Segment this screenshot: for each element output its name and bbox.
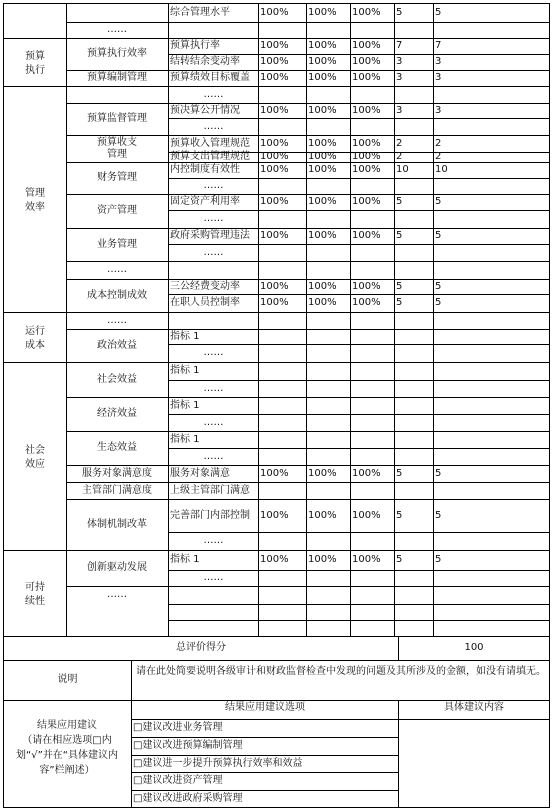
value-score: 5: [396, 467, 403, 479]
level3-indicator: 指标 1: [170, 330, 200, 342]
value-score: 10: [396, 164, 409, 175]
value-score: 2: [396, 151, 403, 162]
value-score: 5: [396, 297, 403, 308]
level3-indicator: 预算支出管理规范: [170, 151, 250, 162]
row-divider: [168, 604, 550, 605]
value-percent: 100%: [308, 6, 337, 18]
group-divider: [3, 312, 550, 313]
level3-indicator: 结转结余变动率: [170, 56, 240, 67]
value-score: 3: [435, 56, 442, 67]
level2-indicator: ……: [107, 314, 127, 326]
level3-indicator: 三公经费变动率: [170, 280, 240, 292]
level3-indicator: ……: [203, 120, 224, 132]
level2-indicator: 预算编制管理: [87, 72, 147, 83]
value-percent: 100%: [260, 196, 289, 207]
row-divider: [168, 344, 550, 345]
options-header: 结果应用建议选项: [225, 702, 305, 713]
value-score: 5: [435, 280, 442, 292]
suggest-option: □建议进一步提升预算执行效率和效益: [133, 758, 303, 769]
value-percent: 100%: [260, 72, 289, 83]
table-border-top: [3, 3, 550, 4]
col-divider: [306, 3, 307, 636]
suggest-option: □建议改进预算编制管理: [133, 740, 243, 751]
note-label: 说明: [57, 674, 78, 685]
col-divider: [258, 3, 259, 636]
value-percent: 100%: [352, 104, 381, 116]
value-percent: 100%: [352, 137, 381, 149]
group-divider: [3, 362, 550, 363]
row-divider: [66, 431, 550, 432]
value-percent: 100%: [352, 280, 381, 292]
value-score: 2: [435, 151, 442, 162]
row-divider: [168, 414, 550, 415]
value-percent: 100%: [260, 509, 289, 521]
table-border-bottom: [3, 807, 550, 808]
value-percent: 100%: [260, 467, 289, 479]
level3-indicator: 指标 1: [170, 433, 200, 445]
value-percent: 100%: [308, 196, 337, 207]
value-percent: 100%: [308, 509, 337, 521]
value-percent: 100%: [308, 104, 337, 116]
row-divider: [66, 482, 550, 483]
value-score: 5: [396, 230, 403, 241]
value-percent: 100%: [260, 104, 289, 116]
level3-indicator: ……: [203, 347, 224, 358]
level3-indicator: 综合管理水平: [170, 6, 230, 18]
row-divider: [66, 397, 550, 398]
level3-indicator: 预算收入管理规范: [170, 137, 250, 149]
value-percent: 100%: [260, 40, 289, 51]
value-percent: 100%: [260, 230, 289, 241]
level3-indicator: 内控制度有效性: [170, 164, 240, 175]
value-percent: 100%: [308, 56, 337, 67]
row-divider: [66, 499, 550, 500]
level3-indicator: 预决算公开情况: [170, 104, 240, 116]
level3-indicator: 固定资产利用率: [170, 196, 240, 207]
value-score: 5: [435, 6, 442, 18]
level2-indicator: 成本控制成效: [87, 289, 147, 301]
value-percent: 100%: [308, 164, 337, 175]
level2-indicator: 预算执行效率: [87, 48, 147, 59]
level2-indicator: 体制机制改革: [87, 518, 147, 530]
value-percent: 100%: [308, 297, 337, 308]
level3-indicator: ……: [203, 88, 224, 100]
row-divider: [168, 178, 550, 179]
level3-indicator: 预算绩效目标覆盖: [170, 72, 250, 83]
value-percent: 100%: [352, 297, 381, 308]
value-percent: 100%: [308, 72, 337, 83]
level2-indicator: 服务对象满意度: [82, 467, 152, 479]
level2-indicator: 资产管理: [97, 205, 137, 216]
value-score: 10: [435, 164, 448, 175]
value-percent: 100%: [352, 467, 381, 479]
value-percent: 100%: [260, 280, 289, 292]
value-percent: 100%: [352, 56, 381, 67]
level3-indicator: ……: [203, 246, 224, 258]
row-divider: [66, 586, 550, 587]
level3-indicator: ……: [203, 213, 224, 224]
value-score: 7: [396, 40, 403, 51]
table-border-left: [3, 3, 4, 808]
level3-indicator: 预算执行率: [170, 40, 220, 51]
row-divider: [168, 620, 550, 621]
value-percent: 100%: [260, 56, 289, 67]
row-divider: [66, 228, 550, 229]
value-score: 3: [396, 72, 403, 83]
col-divider: [168, 3, 169, 636]
value-score: 5: [435, 196, 442, 207]
option-divider: [131, 790, 398, 791]
value-score: 5: [396, 280, 403, 292]
row-divider: [168, 210, 550, 211]
level2-indicator: 预算监督管理: [87, 113, 147, 124]
col-divider: [394, 3, 395, 636]
level3-indicator: ……: [203, 450, 224, 462]
option-divider: [131, 737, 398, 738]
level3-indicator: 政府采购管理违法: [170, 230, 250, 241]
value-percent: 100%: [308, 467, 337, 479]
value-percent: 100%: [260, 6, 289, 18]
level2-indicator: 创新驱动发展: [87, 562, 147, 573]
total-score-value: 100: [464, 642, 484, 653]
value-percent: 100%: [260, 151, 289, 162]
value-score: 5: [396, 509, 403, 521]
level2-indicator: 政治效益: [97, 339, 137, 351]
value-score: 5: [396, 6, 403, 18]
row-divider: [66, 465, 550, 466]
value-percent: 100%: [352, 230, 381, 241]
group-divider: [3, 636, 550, 637]
level3-indicator: 上级主管部门满意: [170, 484, 250, 496]
level3-indicator: 完善部门内部控制: [170, 509, 250, 521]
dimension-label: 社会 效应: [25, 445, 45, 470]
group-divider: [3, 38, 550, 39]
dimension-label: 可持 续性: [25, 582, 45, 607]
level2-indicator: 财务管理: [97, 172, 137, 183]
value-score: 3: [435, 104, 442, 116]
value-percent: 100%: [260, 164, 289, 175]
value-score: 3: [396, 104, 403, 116]
level3-indicator: ……: [203, 572, 224, 583]
level3-indicator: 指标 1: [170, 365, 200, 376]
value-percent: 100%: [352, 164, 381, 175]
value-score: 2: [435, 137, 442, 149]
level3-indicator: 服务对象满意: [170, 467, 230, 479]
row-divider: [66, 22, 550, 23]
suggest-label: 结果应用建议 （请在相应选项□内划“√”并在“具体建议内容”栏阐述）: [16, 720, 118, 776]
value-score: 5: [435, 467, 442, 479]
row-divider: [66, 194, 550, 195]
level2-indicator: ……: [107, 24, 127, 35]
level2-indicator: 主管部门满意度: [82, 484, 152, 496]
group-divider: [3, 550, 550, 551]
detail-header: 具体建议内容: [444, 702, 504, 713]
group-divider: [3, 86, 550, 87]
col-divider: [433, 3, 434, 636]
detail-divider: [398, 700, 399, 808]
value-percent: 100%: [308, 280, 337, 292]
suggest-option: □建议改进业务管理: [133, 722, 223, 733]
value-percent: 100%: [352, 40, 381, 51]
row-divider: [168, 448, 550, 449]
level3-indicator: 指标 1: [170, 399, 200, 411]
value-percent: 100%: [308, 554, 337, 565]
level3-indicator: ……: [203, 416, 224, 428]
dimension-label: 运行 成本: [25, 326, 45, 351]
value-percent: 100%: [352, 554, 381, 565]
level3-indicator: ……: [203, 180, 224, 191]
value-percent: 100%: [352, 6, 381, 18]
row-divider: [168, 118, 550, 119]
value-percent: 100%: [352, 151, 381, 162]
value-percent: 100%: [352, 509, 381, 521]
value-percent: 100%: [260, 137, 289, 149]
value-percent: 100%: [260, 554, 289, 565]
suggest-option: □建议改进资产管理: [133, 775, 223, 786]
dimension-label: 预算 执行: [25, 51, 45, 76]
value-percent: 100%: [352, 72, 381, 83]
summary-divider: [3, 700, 550, 701]
value-score: 2: [396, 137, 403, 149]
row-divider: [66, 70, 550, 71]
table-border-right: [549, 3, 550, 808]
level2-indicator: 业务管理: [97, 238, 137, 250]
level2-indicator: ……: [107, 589, 127, 600]
option-divider: [131, 772, 398, 773]
value-score: 5: [435, 297, 442, 308]
row-divider: [66, 261, 550, 262]
options-header-divider: [131, 719, 550, 720]
col-divider: [350, 3, 351, 636]
suggest-option: □建议改进政府采购管理: [133, 793, 243, 804]
value-score: 3: [435, 72, 442, 83]
level3-indicator: ……: [203, 382, 224, 394]
value-percent: 100%: [308, 230, 337, 241]
suggest-divider: [131, 660, 132, 808]
level2-indicator: 经济效益: [97, 408, 137, 419]
level3-indicator: 在职人员控制率: [170, 297, 240, 308]
level2-indicator: ……: [107, 264, 127, 275]
value-score: 3: [396, 56, 403, 67]
value-percent: 100%: [308, 151, 337, 162]
dimension-label: 管理 效率: [25, 188, 45, 213]
row-divider: [168, 54, 550, 55]
value-score: 5: [396, 554, 403, 565]
row-divider: [168, 294, 550, 295]
row-divider: [168, 244, 550, 245]
value-percent: 100%: [260, 297, 289, 308]
level2-indicator: 预算收支 管理: [97, 136, 137, 160]
level2-indicator: 生态效益: [97, 442, 137, 453]
value-percent: 100%: [352, 196, 381, 207]
note-text: 请在此处简要说明各级审计和财政监督检查中发现的问题及其所涉及的金额，如没有请填无。: [136, 666, 546, 677]
value-score: 5: [435, 554, 442, 565]
row-divider: [168, 570, 550, 571]
row-divider: [168, 532, 550, 533]
value-score: 7: [435, 40, 442, 51]
level3-indicator: 指标 1: [170, 554, 200, 565]
row-divider: [66, 329, 550, 330]
value-score: 5: [435, 230, 442, 241]
row-divider: [168, 380, 550, 381]
value-score: 5: [435, 509, 442, 521]
total-score-label: 总评价得分: [176, 642, 226, 653]
level3-indicator: ……: [203, 535, 224, 546]
value-percent: 100%: [308, 137, 337, 149]
value-score: 5: [396, 196, 403, 207]
summary-divider: [3, 660, 550, 661]
option-divider: [131, 755, 398, 756]
level2-indicator: 社会效益: [97, 373, 137, 385]
value-percent: 100%: [308, 40, 337, 51]
